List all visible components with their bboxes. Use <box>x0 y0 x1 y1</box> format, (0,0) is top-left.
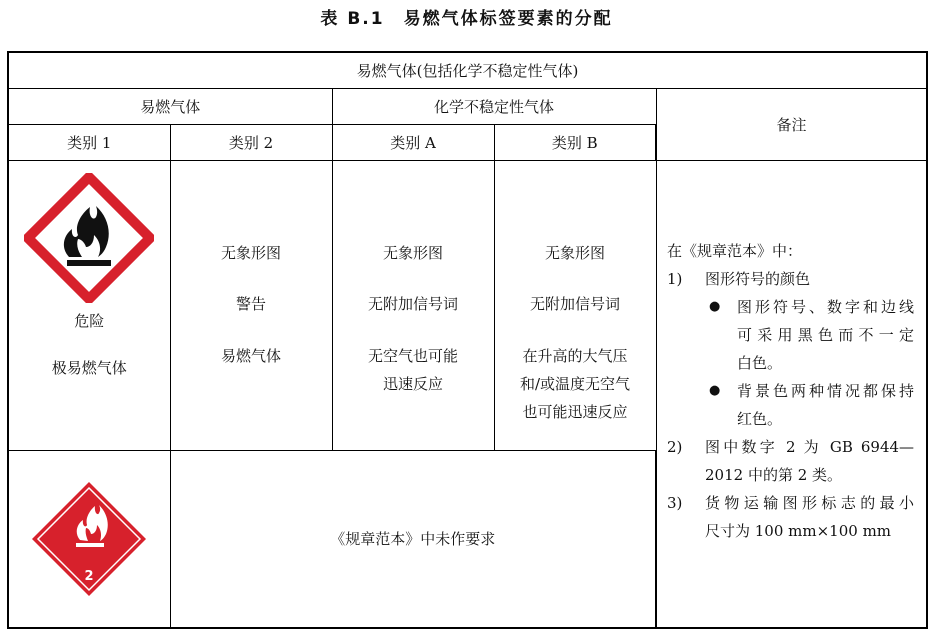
symbol-none-catb: 无象形图 <box>544 243 605 262</box>
hazard-statement-cata-line2: 迅速反应 <box>382 374 443 393</box>
note-3-line1: 货物运输图形标志的最小 <box>705 493 915 512</box>
note-1 <box>667 265 914 293</box>
hazard-statement-cat2: 易燃气体 <box>220 347 281 365</box>
hazard-statement-catb-line1: 在升高的大气压 <box>522 347 628 365</box>
transport-flammable-gas-label-icon <box>30 480 148 598</box>
signal-word-danger: 危险 <box>74 311 105 330</box>
note-2-number: 2) <box>667 437 683 456</box>
note-2-line2: 2012 中的第 2 类。 <box>705 465 843 484</box>
ghs-flame-pictogram-icon <box>24 173 154 303</box>
signal-word-none-catb: 无附加信号词 <box>529 295 620 314</box>
bullet-dot-icon: ● <box>709 382 721 398</box>
not-required-cell: 《规章范本》中未作要求 <box>170 450 656 628</box>
header-category-a: 类别 A <box>332 124 494 160</box>
bullet-1-line3: 白色。 <box>737 353 783 372</box>
transport-class-number: 2 <box>84 568 94 584</box>
cell-category-2 <box>170 160 332 450</box>
header-remarks: 备注 <box>656 88 927 160</box>
note-bullet-2 <box>667 377 914 433</box>
hazard-statement-cata-line1: 无空气也可能 <box>367 347 458 365</box>
remarks-cell <box>656 160 927 628</box>
cell-transport-pictogram <box>8 450 170 628</box>
symbol-none-cat2: 无象形图 <box>220 243 281 262</box>
note-3-number: 3) <box>667 493 683 512</box>
signal-word-none-cata: 无附加信号词 <box>367 295 458 314</box>
cell-category-a <box>332 160 494 450</box>
note-bullet-1 <box>667 293 914 377</box>
cell-category-1 <box>8 160 170 450</box>
note-3 <box>667 489 914 545</box>
note-1-text: 图形符号的颜色 <box>705 269 811 288</box>
header-flammable-gas: 易燃气体 <box>8 88 332 124</box>
notes-intro: 在《规章范本》中： <box>667 241 803 260</box>
header-category-1: 类别 1 <box>8 124 170 160</box>
hazard-statement-catb-line3: 也可能迅速反应 <box>522 402 628 421</box>
note-2-line1: 图中数字 2 为 GB 6944— <box>705 437 915 456</box>
note-2 <box>667 433 914 489</box>
bullet-1-line1: 图形符号、数字和边线 <box>737 297 915 316</box>
hazard-statement-catb-line2: 和/或温度无空气 <box>519 374 631 393</box>
note-3-line2: 尺寸为 100 mm×100 mm <box>705 521 892 540</box>
symbol-none-cata: 无象形图 <box>382 243 443 262</box>
bullet-2-line1: 背景色两种情况都保持 <box>737 381 915 400</box>
header-top: 易燃气体(包括化学不稳定性气体) <box>8 52 927 88</box>
header-category-b: 类别 B <box>494 124 656 160</box>
bullet-1-line2: 可采用黑色而不一定 <box>737 325 915 344</box>
header-unstable-gas: 化学不稳定性气体 <box>332 88 656 124</box>
hazard-statement-cat1: 极易燃气体 <box>51 359 127 378</box>
label-elements-table <box>7 51 928 629</box>
bullet-dot-icon: ● <box>709 298 721 314</box>
note-1-number: 1) <box>667 269 683 288</box>
table-title: 表 B.1 易燃气体标签要素的分配 <box>320 9 613 29</box>
signal-word-warning: 警告 <box>235 295 266 314</box>
header-category-2: 类别 2 <box>170 124 332 160</box>
bullet-2-line2: 红色。 <box>737 409 783 428</box>
cell-category-b <box>494 160 656 450</box>
